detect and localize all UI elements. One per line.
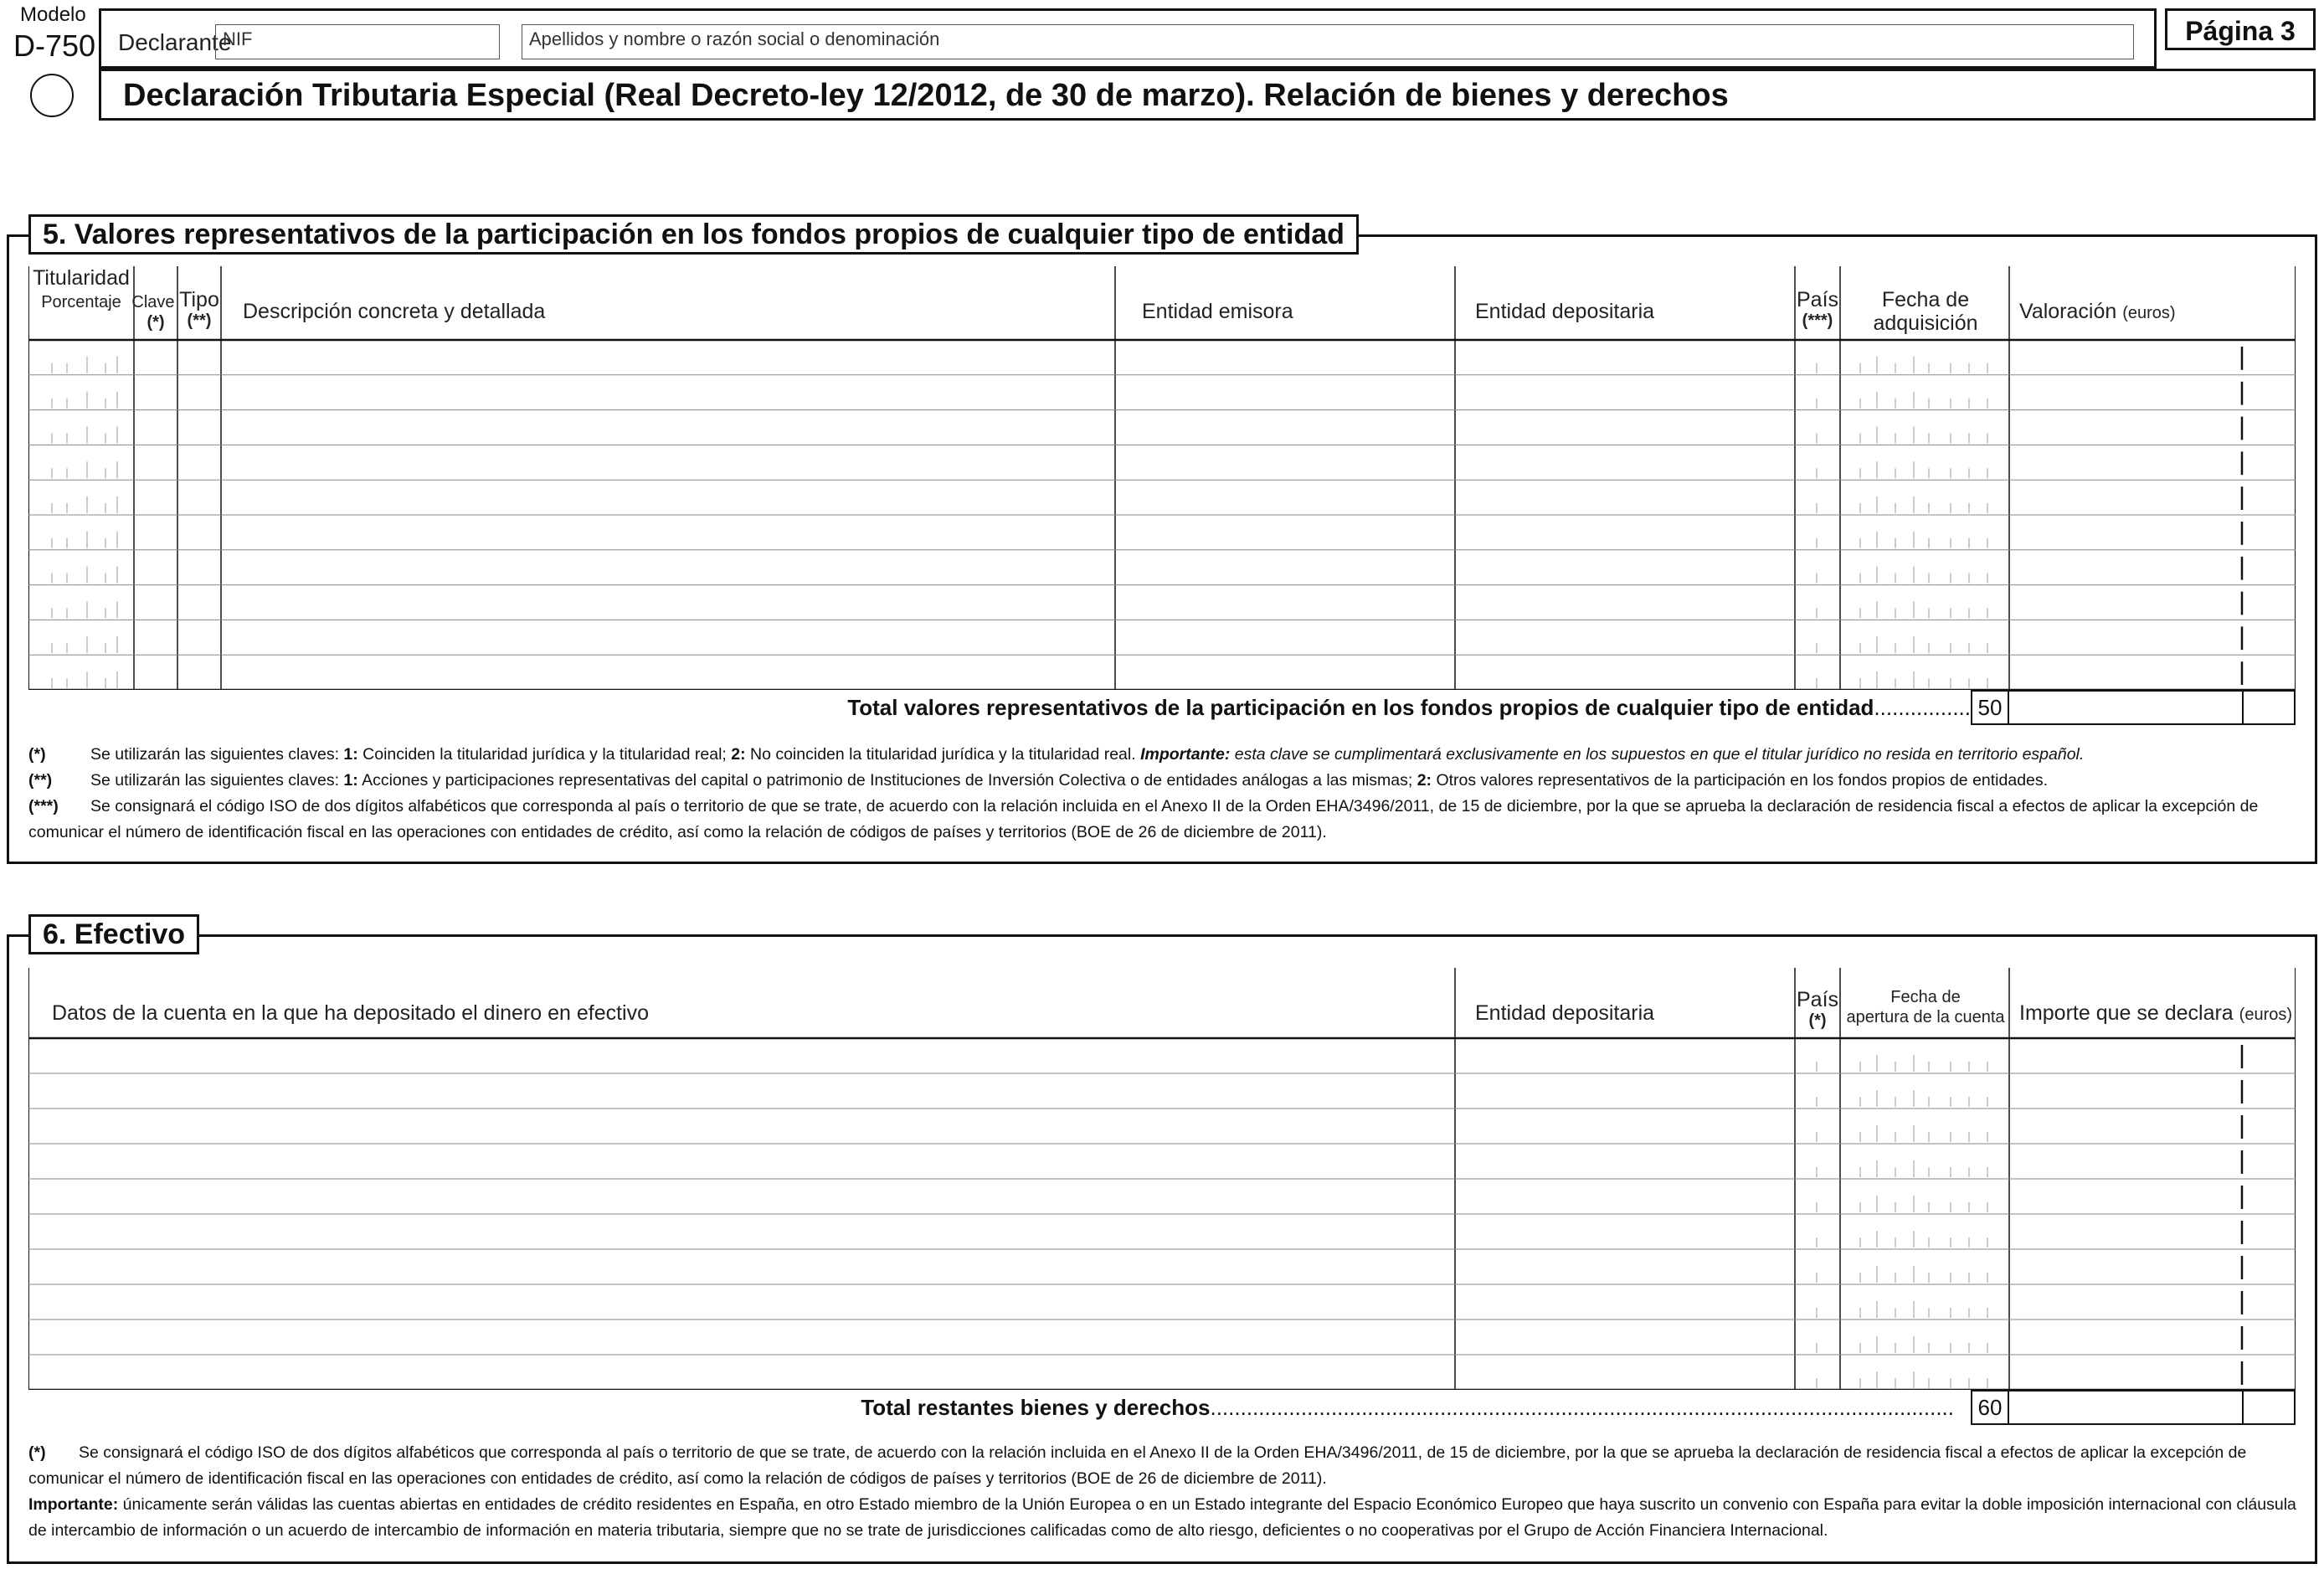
note6-2-b3: Importante: xyxy=(28,1495,119,1514)
col-tipo: Tipo xyxy=(179,288,219,311)
note5-2-b1: 1: xyxy=(343,771,358,790)
declarante-label: Declarante xyxy=(118,29,232,55)
section6-total-box-num: 60 xyxy=(1971,1390,2009,1425)
col-pais-6-mark: (*) xyxy=(1808,1011,1827,1030)
circle-mark-icon xyxy=(30,74,74,117)
note6-1 xyxy=(28,1440,2297,1492)
col-fecha-6-line2: apertura de la cuenta xyxy=(1846,1008,2005,1026)
section5-total-box-num: 50 xyxy=(1971,690,2009,725)
col-fecha-6-line1: Fecha de xyxy=(1890,988,1961,1006)
section5-title: 5. Valores representativos de la participación en los fondos propios de cualquier tipo de entidad xyxy=(28,214,1359,255)
nombre-label: Apellidos y nombre o razón social o denominación xyxy=(529,28,940,49)
note5-1-b3: Importante: xyxy=(1140,745,1231,764)
note5-2-b: Acciones y participaciones representativas del capital o patrimonio de Instituciones de Inversión Colectiva o de entidades análogas a las mismas; xyxy=(357,771,1417,790)
section5-table xyxy=(28,266,2296,690)
note5-1-b2: 2: xyxy=(731,745,746,764)
section5-total-field[interactable] xyxy=(2008,690,2296,725)
note6-1-mark: (*) xyxy=(28,1443,46,1462)
page-number-box xyxy=(2165,8,2316,50)
col-datos-cuenta: Datos de la cuenta en la que ha depositado el dinero en efectivo xyxy=(52,1001,650,1025)
declarante-box xyxy=(99,8,2157,69)
section5-total-label xyxy=(847,695,1971,721)
note5-1-d: esta clave se cumplimentará exclusivamente en los supuestos en que el titular jurídico no resida en territorio español. xyxy=(1230,745,2085,764)
section5-total-dots: ................ xyxy=(1874,695,1971,720)
col-entidad-emisora: Entidad emisora xyxy=(1142,300,1293,323)
nombre-field[interactable] xyxy=(522,24,2134,59)
note5-1-mark: (*) xyxy=(28,745,46,764)
note5-1 xyxy=(28,742,2297,768)
note5-1-b: Coinciden la titularidad jurídica y la titularidad real; xyxy=(357,745,732,764)
section5-notes xyxy=(28,742,2297,846)
col-pais-6: País xyxy=(1796,988,1839,1011)
col-valoracion xyxy=(2019,300,2176,324)
col-fecha-line2: adquisición xyxy=(1873,311,1978,335)
col-fecha-line1: Fecha de xyxy=(1881,288,1970,311)
col-valoracion-label: Valoración xyxy=(2019,300,2117,323)
note6-2 xyxy=(28,1492,2297,1544)
section6-total-field[interactable] xyxy=(2008,1390,2296,1425)
section6-notes xyxy=(28,1440,2297,1544)
col-clave-mark: (*) xyxy=(147,313,165,332)
col-importe-label: Importe que se declara xyxy=(2019,1001,2234,1025)
note5-3-a: Se consignará el código ISO de dos dígitos alfabéticos que corresponda al país o territorio de que se trate, de acuerdo con la relación incluida en el Anexo II de la Orden EHA/3496/2011, de 15 de diciembre, por la que se aprueba la declaración de residencia fiscal a efectos de aplicar la excepción de comunicar el número de identificación fiscal en las operaciones con entidades de crédito, así como la relación de códigos de países y territorios (BOE de 26 de diciembre de 2011). xyxy=(28,797,2259,841)
section6-grid xyxy=(28,968,2296,1390)
col-pais-mark: (***) xyxy=(1802,311,1833,330)
note5-1-c: No coinciden la titularidad jurídica y la titularidad real. xyxy=(745,745,1141,764)
note5-2-mark: (**) xyxy=(28,771,53,790)
note5-2-b2: 2: xyxy=(1417,771,1432,790)
col-tipo-mark: (**) xyxy=(187,311,212,330)
col-importe xyxy=(2019,1001,2292,1026)
section6-total-text: Total restantes bienes y derechos xyxy=(861,1395,1211,1420)
col-importe-unit: (euros) xyxy=(2239,1006,2293,1024)
modelo-label: Modelo xyxy=(20,3,86,26)
section6-title: 6. Efectivo xyxy=(28,914,199,954)
decimal-separator xyxy=(2242,692,2244,723)
col-valoracion-unit: (euros) xyxy=(2122,304,2176,322)
note5-1-a: Se utilizarán las siguientes claves: xyxy=(90,745,344,764)
col-porcentaje: Porcentaje xyxy=(41,293,121,311)
page-number: Página 3 xyxy=(2185,16,2296,46)
col-clave: Clave xyxy=(131,293,175,311)
note5-1-b1: 1: xyxy=(343,745,358,764)
note6-2-d: únicamente serán válidas las cuentas abiertas en entidades de crédito residentes en España, en otro Estado miembro de la Unión Europea o en un Estado integrante del Espacio Económico Europeo que haya suscrito un convenio con España para evitar la doble imposición internacional con cláusula de intercambio de información o un acuerdo de intercambio de información en materia tributaria, siempre que no se trate de jurisdicciones calificadas como de alto riesgo, deficientes o no cooperativas por el Grupo de Acción Financiera Internacional. xyxy=(28,1495,2296,1540)
note5-2-a: Se utilizarán las siguientes claves: xyxy=(90,771,344,790)
title-box xyxy=(99,69,2316,121)
nif-field[interactable] xyxy=(215,24,500,59)
section6-total-label xyxy=(861,1395,1954,1421)
section6-table xyxy=(28,968,2296,1390)
decimal-separator-6 xyxy=(2242,1392,2244,1423)
note5-2 xyxy=(28,768,2297,794)
note5-3 xyxy=(28,794,2297,846)
section5-total-text: Total valores representativos de la participación en los fondos propios de cualquier tipo de entidad xyxy=(847,695,1874,720)
section6-total-dots: ........................................................................................................................... xyxy=(1210,1395,1954,1420)
col-descripcion: Descripción concreta y detallada xyxy=(243,300,546,323)
nif-label: NIF xyxy=(223,28,253,49)
note5-2-c: Otros valores representativos de la participación en los fondos propios de entidades. xyxy=(1432,771,2049,790)
note5-3-mark: (***) xyxy=(28,797,59,815)
page-title: Declaración Tributaria Especial (Real Decreto-ley 12/2012, de 30 de marzo). Relación de bienes y derechos xyxy=(123,78,1729,113)
col-entidad-depositaria-6: Entidad depositaria xyxy=(1475,1001,1655,1025)
col-entidad-depositaria: Entidad depositaria xyxy=(1475,300,1655,323)
modelo-code: D-750 xyxy=(13,28,96,63)
col-titularidad: Titularidad xyxy=(33,266,130,290)
col-pais: País xyxy=(1796,288,1839,311)
note6-1-a: Se consignará el código ISO de dos dígitos alfabéticos que corresponda al país o territorio de que se trate, de acuerdo con la relación incluida en el Anexo II de la Orden EHA/3496/2011, de 15 de diciembre, por la que se aprueba la declaración de residencia fiscal a efectos de aplicar la excepción de comunicar el número de identificación fiscal en las operaciones con entidades de crédito, así como la relación de códigos de países y territorios (BOE de 26 de diciembre de 2011). xyxy=(28,1443,2247,1488)
